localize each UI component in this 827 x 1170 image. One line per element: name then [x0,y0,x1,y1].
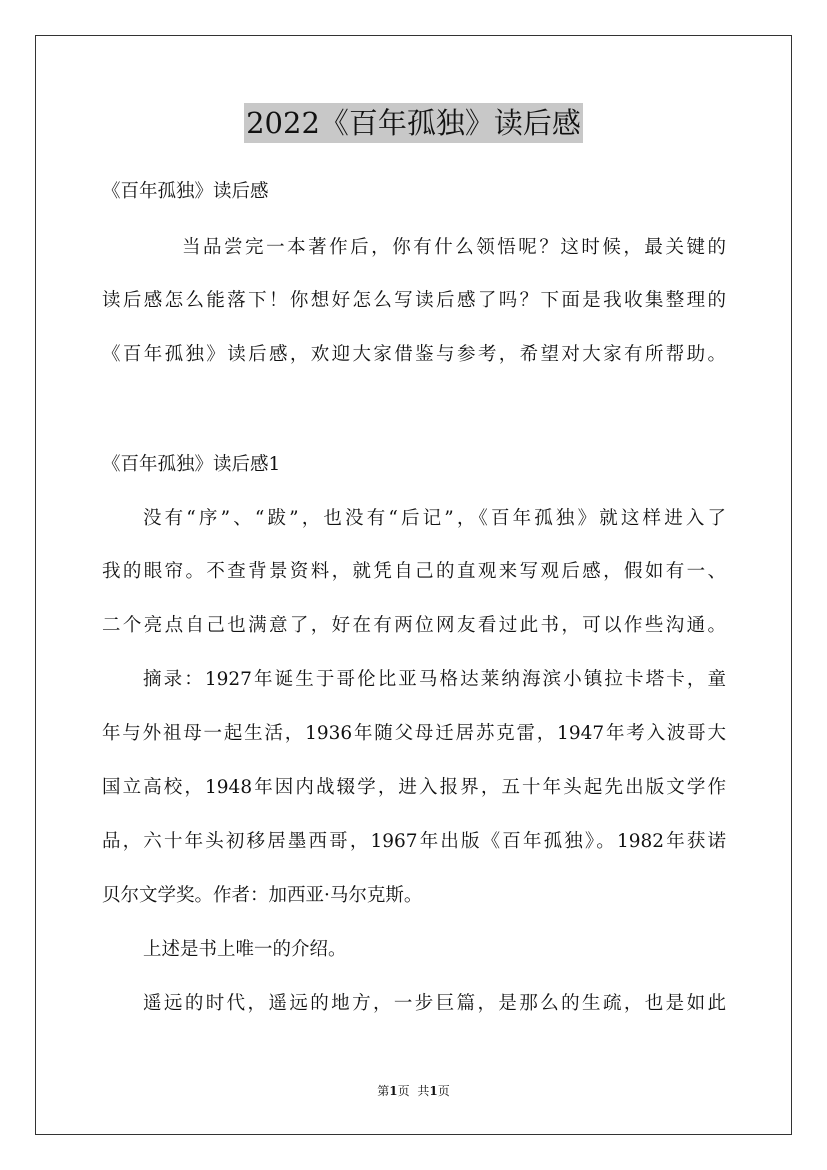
document-subtitle: 《百年孤独》读后感 [102,181,269,202]
section-heading: 《百年孤独》读后感1 [102,454,281,475]
intro-line: 当品尝完一本著作后，你有什么领悟呢？这时候，最关键的 [182,237,726,258]
footer-page-suffix: 页 [397,1084,410,1098]
footer-total-suffix: 页 [437,1084,450,1098]
footer-page-prefix: 第 [377,1084,390,1098]
paragraph-line: 年与外祖母一起生活，1936年随父母迁居苏克雷，1947年考入波哥大 [102,723,726,744]
footer-total-number: 1 [429,1084,438,1098]
intro-line: 《百年孤独》读后感，欢迎大家借鉴与参考，希望对大家有所帮助。 [102,344,726,365]
paragraph-line: 摘录：1927年诞生于哥伦比亚马格达莱纳海滨小镇拉卡塔卡，童 [143,669,726,690]
title-container [0,103,827,143]
page-footer [0,1083,827,1099]
footer-page-number: 1 [389,1084,398,1098]
paragraph-line: 上述是书上唯一的介绍。 [143,939,347,960]
paragraph-line: 国立高校，1948年因内战辍学，进入报界，五十年头起先出版文学作 [102,777,726,798]
paragraph-line: 没有“序”、“跋”，也没有“后记”，《百年孤独》就这样进入了 [143,508,726,529]
paragraph-line: 贝尔文学奖。作者：加西亚·马尔克斯。 [102,885,423,906]
paragraph-line: 遥远的时代，遥远的地方，一步巨篇，是那么的生疏，也是如此 [143,993,726,1014]
paragraph-line: 二个亮点自己也满意了，好在有两位网友看过此书，可以作些沟通。 [102,615,726,636]
paragraph-line: 品，六十年头初移居墨西哥，1967年出版《百年孤独》。1982年获诺 [102,831,726,852]
footer-total-prefix: 共 [417,1084,430,1098]
paragraph-line: 我的眼帘。不查背景资料，就凭自己的直观来写观后感，假如有一、 [102,561,726,582]
intro-line: 读后感怎么能落下！你想好怎么写读后感了吗？下面是我收集整理的 [102,290,726,311]
document-title: 2022《百年孤独》读后感 [244,103,583,143]
